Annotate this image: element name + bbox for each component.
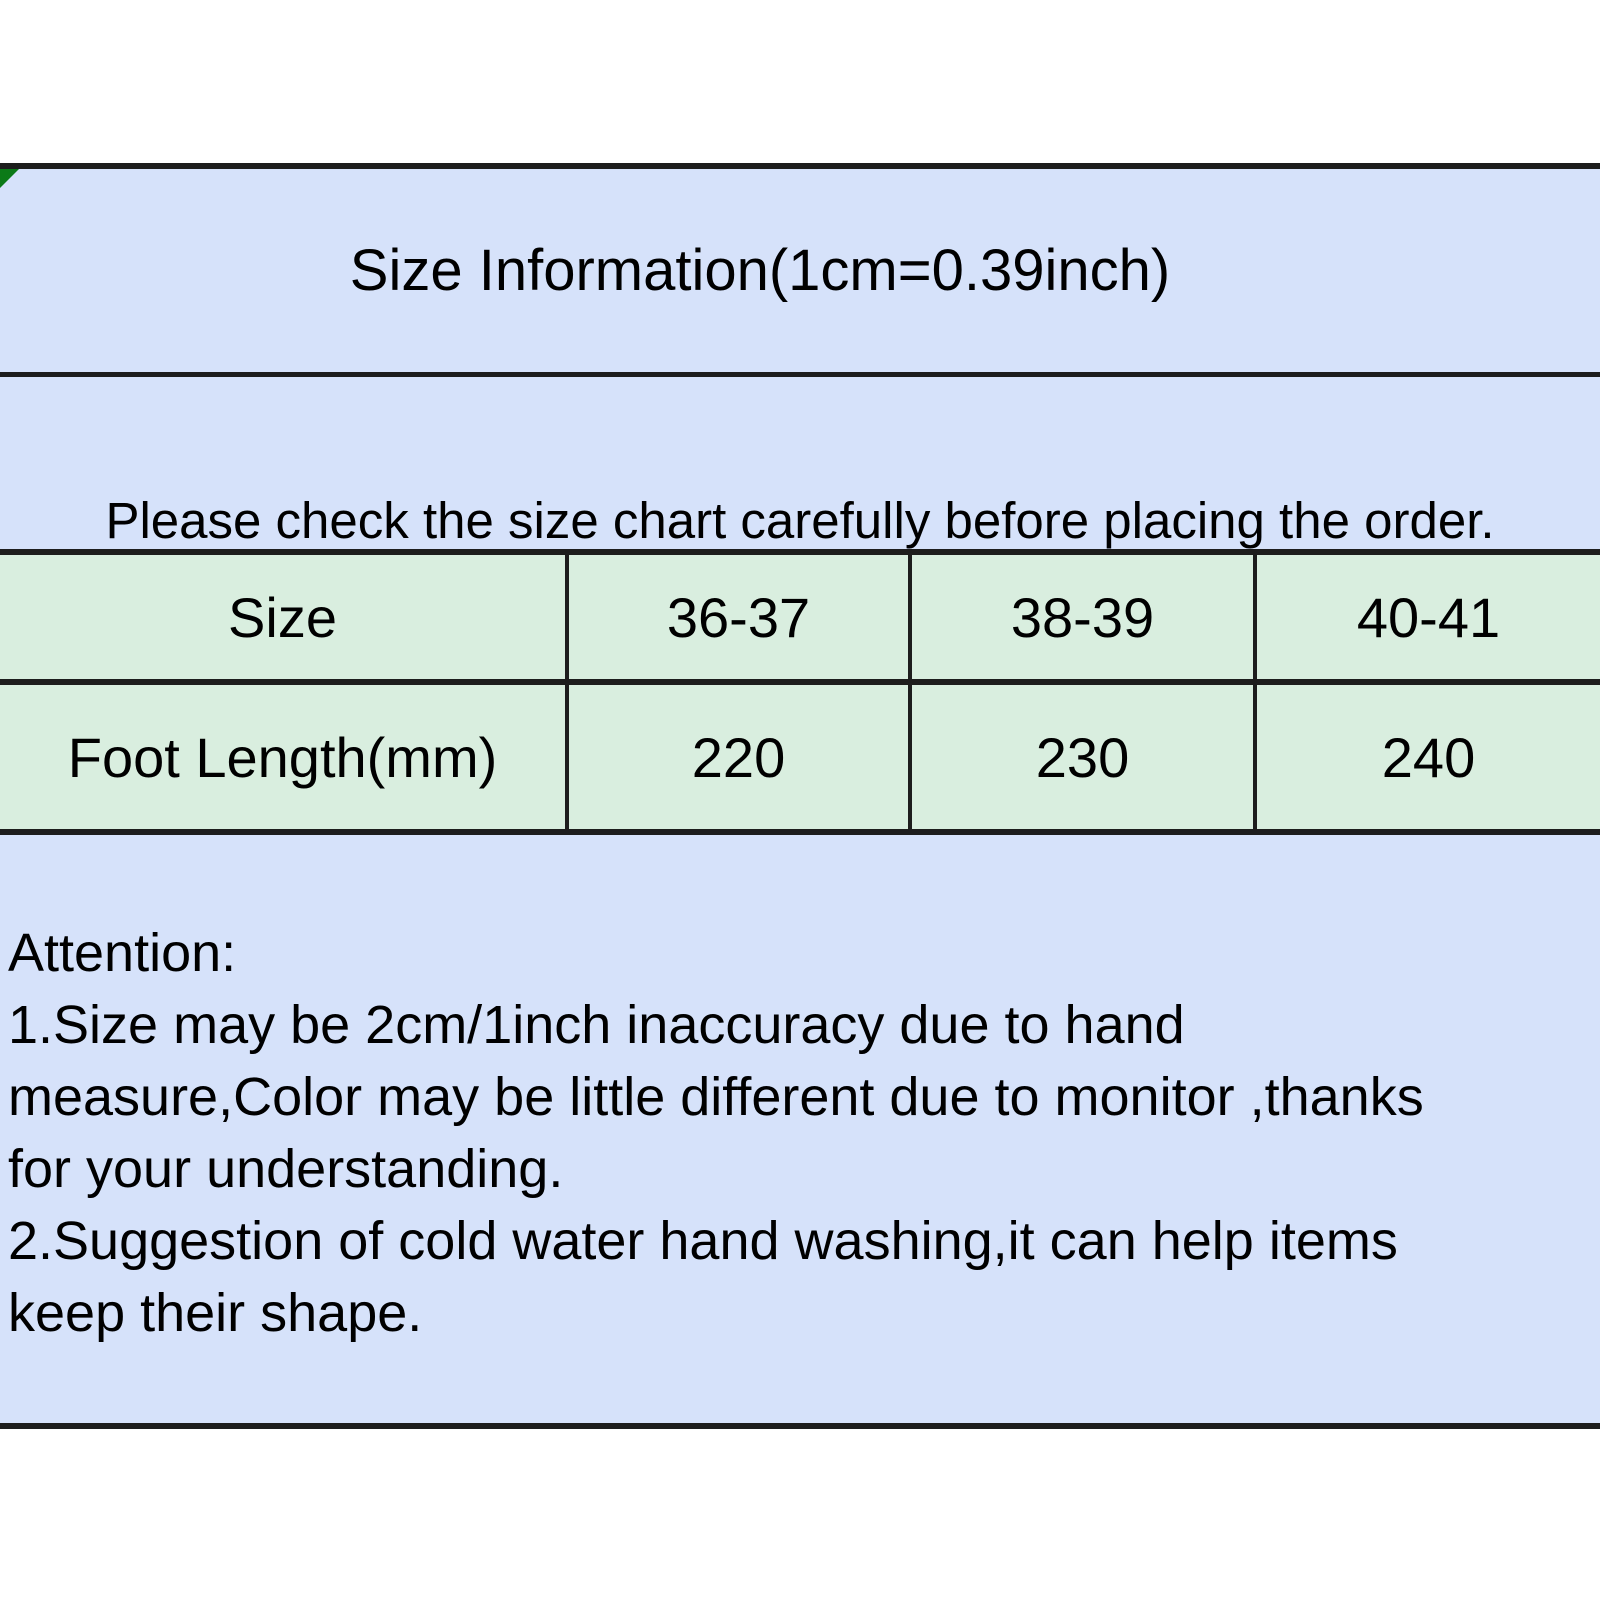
attention-text-line: measure,Color may be little different due to monitor ,thanks — [8, 1067, 1424, 1127]
subtitle-text: Please check the size chart carefully before placing the order. — [105, 492, 1495, 549]
page-title: Size Information(1cm=0.39inch) — [349, 238, 1171, 303]
attention-section — [0, 835, 1600, 1423]
size-table-cell: 220 — [569, 685, 908, 829]
subtitle-section — [0, 377, 1600, 549]
size-table-header-cell: Size — [0, 555, 565, 679]
title-section — [0, 169, 1600, 372]
size-table-cell: 230 — [912, 685, 1253, 829]
attention-text-line: keep their shape. — [8, 1283, 423, 1343]
size-table-cell: 40-41 — [1257, 555, 1600, 679]
size-table-cell: 38-39 — [912, 555, 1253, 679]
attention-heading: Attention: — [8, 923, 237, 983]
attention-text-line: for your understanding. — [8, 1139, 564, 1199]
attention-text-line: 1.Size may be 2cm/1inch inaccuracy due to hand — [8, 995, 1185, 1055]
size-table — [0, 549, 1600, 835]
size-table-cell: 240 — [1257, 685, 1600, 829]
attention-text-line: 2.Suggestion of cold water hand washing,it can help items — [8, 1211, 1398, 1271]
size-table-header-cell: Foot Length(mm) — [0, 685, 565, 829]
size-table-cell: 36-37 — [569, 555, 908, 679]
bottom-divider-line — [0, 1423, 1600, 1429]
